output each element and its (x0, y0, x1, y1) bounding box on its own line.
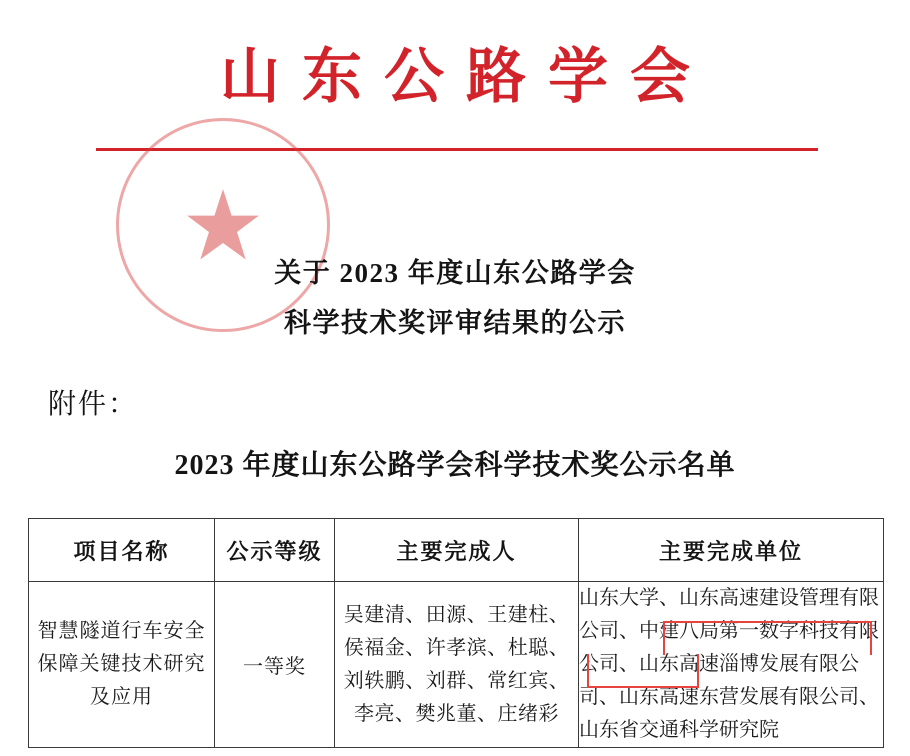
contributor-line: 李亮、樊兆董、庄绪彩 (354, 702, 559, 725)
organization-name: 山东公路学会 (220, 44, 712, 110)
attachment-label: 附件： (48, 389, 139, 420)
contributor-line: 刘轶鹏、刘群、常红宾、 (343, 669, 570, 692)
notice-line-2: 科学技术奖评审结果的公示 (284, 308, 626, 338)
table-header-row (29, 519, 884, 582)
cell-main-units (579, 582, 884, 748)
notice-heading (0, 248, 910, 348)
award-table (28, 518, 884, 748)
list-title: 2023 年度山东公路学会科学技术奖公示名单 (174, 450, 736, 481)
header-main-contributors: 主要完成人 (335, 519, 579, 582)
contributor-line: 侯福金、许孝滨、杜聪、 (343, 636, 570, 659)
award-table-wrapper (28, 518, 883, 748)
units-text: 山东大学、山东高速建设管理有限公司、中建八局第一数字科技有限公司、山东高速淄博发展有限公司、山东高速东营发展有限公司、山东省交通科学研究院 (579, 587, 879, 741)
cell-project-name: 智慧隧道行车安全保障关键技术研究及应用 (29, 582, 215, 748)
letterhead-rule (96, 148, 818, 151)
cell-main-contributors (335, 582, 579, 748)
table-row (29, 582, 884, 748)
contributor-line: 吴建清、田源、王建柱、 (343, 603, 570, 626)
header-project-name: 项目名称 (29, 519, 215, 582)
header-main-units: 主要完成单位 (579, 519, 884, 582)
header-award-level: 公示等级 (215, 519, 335, 582)
letterhead (0, 46, 910, 109)
notice-line-1: 关于 2023 年度山东公路学会 (274, 258, 636, 288)
cell-award-level: 一等奖 (215, 582, 335, 748)
